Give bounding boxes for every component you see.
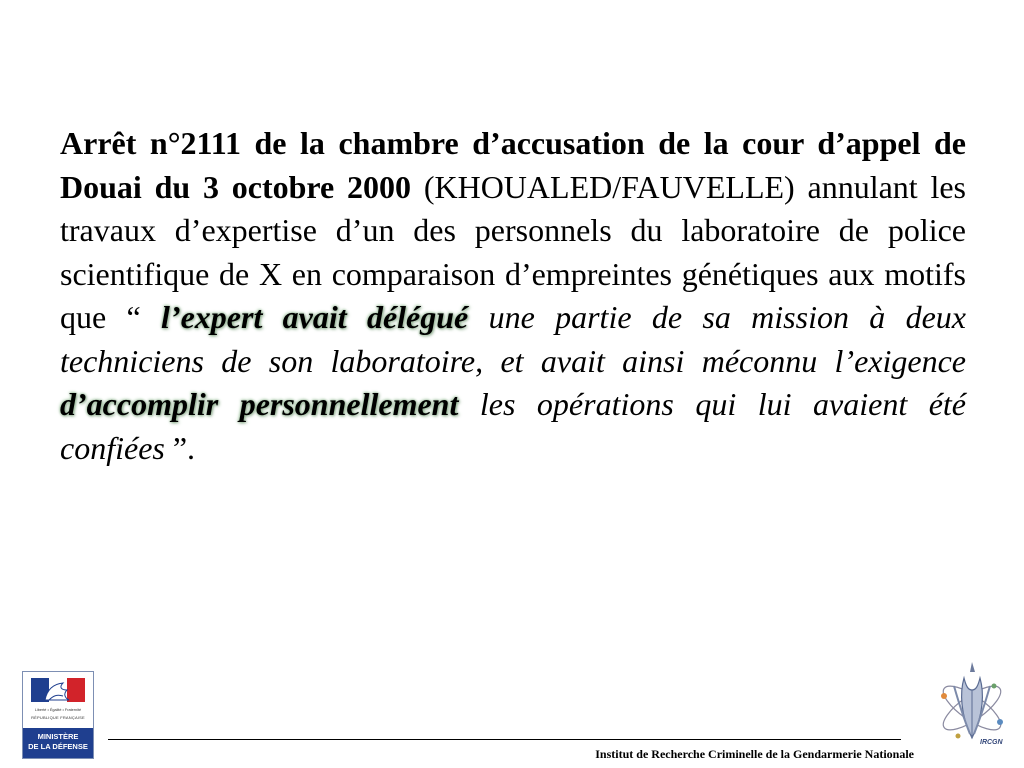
body-plain-text: (KHOUALED/FAUVELLE) annulant les travaux d’expertise d’un des personnels du laboratoire de police scientifique de X en comparaison d’empreintes génétiques aux motifs que “	[60, 168, 967, 335]
footer-institute-name: Institut de Recherche Criminelle de la Gendarmerie Nationale	[595, 747, 914, 761]
decision-reference: Arrêt n°2111 de la chambre d’accusation de la cour d’appel de Douai du 3 octobre 2000	[60, 125, 966, 205]
footer-divider	[108, 739, 901, 740]
closing-quote: ”.	[164, 429, 196, 466]
republic-motto: Liberté • Égalité • Fraternité	[34, 708, 82, 712]
ministry-label	[23, 728, 93, 758]
republic-name: RÉPUBLIQUE FRANÇAISE	[31, 715, 85, 720]
slide-body-text	[60, 122, 966, 470]
ministry-line-1: MINISTÈRE	[37, 732, 79, 741]
highlighted-phrase-personal: d’accomplir personnellement	[60, 386, 459, 422]
ministry-of-defense-logo	[22, 671, 94, 759]
quoted-italic-ending: les opérations qui lui avaient été confiées	[60, 386, 967, 466]
highlighted-phrase-delegation: l’expert avait délégué	[161, 299, 469, 335]
ircgn-brand: IRCGN	[980, 739, 1003, 746]
quoted-italic-text: une partie de sa mission à deux techniciens de son laboratoire, et avait ainsi méconnu l’exigence	[60, 299, 967, 379]
ministry-line-2: DE LA DÉFENSE	[28, 742, 88, 751]
ircgn-logo	[934, 656, 1014, 756]
